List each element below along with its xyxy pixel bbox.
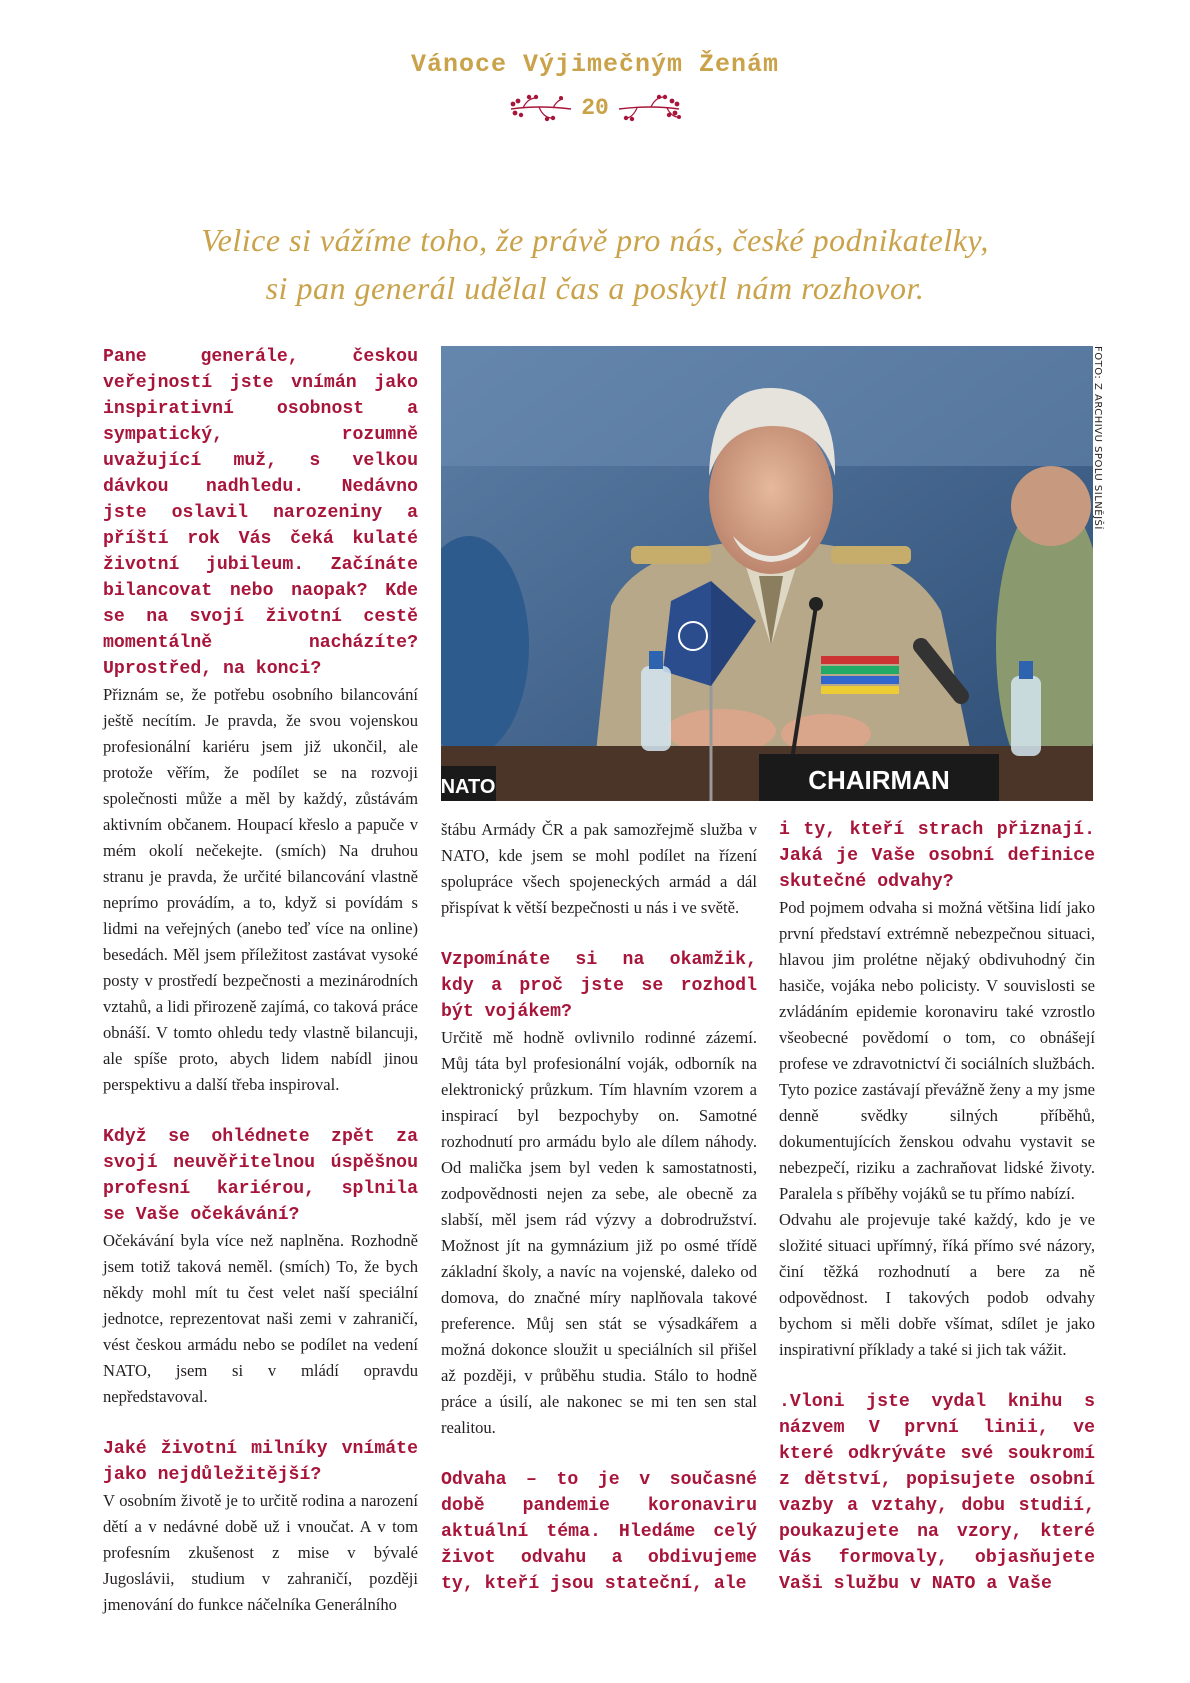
- nato-plate-text: NATO: [441, 776, 496, 798]
- answer-3: V osobním životě je to určitě rodina a narození dětí a v nedávné době už i vnoučat. A v tom profesním zkušenost z mise v bývalé Jugoslávii, studium v zahraničí, později jmenování do funkce náčelníka Generálního: [103, 1491, 418, 1614]
- answer-continued: štábu Armády ČR a pak samozřejmě služba v NATO, kde jsem se mohl podílet na řízení spolupráce všech spojeneckých armád a dál přispívat k větší bezpečnosti u nás i ve světě.: [441, 820, 757, 917]
- intro-line-1: Velice si vážíme toho, že právě pro nás, české podnikatelky,: [201, 222, 989, 258]
- column-1: [103, 344, 418, 1618]
- question-4: Vzpomínáte si na okamžik, kdy a proč jste se rozhodl být vojákem?: [441, 950, 757, 1022]
- question-2: Když se ohlédnete zpět za svojí neuvěřitelnou úspěšnou profesní kariérou, splnila se Vaše očekávání?: [103, 1127, 418, 1225]
- nameplate-text: CHAIRMAN: [808, 765, 950, 795]
- answer-5-paragraph-2: Odvahu ale projevuje také každý, kdo je ve složité situaci upřímný, říká přímo své názory, činí těžká rozhodnutí a bere za ně odpovědnost. I takových podob odvahy bychom si měli dobře všímat, sdílet je jako inspirativní příklady a také si jich tak vážit.: [779, 1210, 1095, 1359]
- answer-1: Přiznám se, že potřebu osobního bilancování ještě necítím. Je pravda, že svou vojenskou profesionální kariéru jsem již ukončil, ale protože věřím, že podílet se na rozvoji společnosti může a měl by každý, zůstávám aktivním občanem. Houpací křeslo a papuče v mém okolí nečekejte. (smích) Na druhou stranu je pravda, že určité bilancování vlastně neprímo provádím, a to, když si povídám s lidmi na veřejných (anebo teď více na online) besedách. Měl jsem příležitost zastávat vysoké posty v prostředí bezpečnosti a mezinárodních vztahů, a lidi přirozeně zajímá, co taková práce obnáší. V tomto ohledu tedy vlastně bilancuji, ale spíše proto, abych lidem nabídl jinou perspektivu a další třeba inspiroval.: [103, 685, 418, 1094]
- answer-4: Určitě mě hodně ovlivnilo rodinné zázemí. Můj táta byl profesionální voják, odborník na elektronický průzkum. Tím hlavním vzorem a inspirací byl bezpochyby on. Samotné rozhodnutí pro armádu bylo ale dílem náhody. Od malička jsem byl veden k samostatnosti, zodpovědnosti nejen za sebe, ale obecně za slabší, měl jsem rád výzvy a dobrodružství. Možnost jít na gymnázium již po osmé třídě základní školy, a navíc na vojenské, daleko od domova, do značné míry naplňovala takové preference. Můj sen stát se výsadkářem a možná dokonce sloužit u speciálních sil přišel až později, v průběhu studia. Stálo to hodně práce a úsilí, ale nakonec se mi ten sen stal realitou.: [441, 1028, 757, 1437]
- answer-5: Pod pojmem odvaha si možná většina lidí jako první představí extrémně nebezpečnou situaci, hlavou jim prolétne nějaký obdivuhodný čin hasiče, vojáka nebo policisty. V souvislosti se zvládáním epidemie koronaviru také vzrostlo všeobecné povědomí o tom, co obnášejí profese ve zdravotnictví či sociálních službách. Tyto pozice zastávají převážně ženy a my jsme denně svědky silných příběhů, dokumentujících ženskou odvahu vystavit se nebezpečí, riziku a zachraňovat lidské životy. Paralela s příběhy vojáků se tu přímo nabízí.: [779, 898, 1095, 1203]
- column-2: [441, 817, 757, 1597]
- interview-photo: [441, 346, 1093, 801]
- intro-line-2: si pan generál udělal čas a poskytl nám rozhovor.: [265, 270, 925, 306]
- question-6: .Vloni jste vydal knihu s názvem V první linii, ve které odkrýváte své soukromí z dětství, popisujete osobní vazby a vztahy, dobu studií, poukazujete na vzory, které Vás formovaly, objasňujete Vaši službu v NATO a Vaše: [779, 1392, 1095, 1594]
- question-5: Odvaha – to je v současné době pandemie koronaviru aktuální téma. Hledáme celý život odvahu a obdivujeme ty, kteří jsou stateční, ale: [441, 1470, 757, 1594]
- magazine-title: Vánoce Výjimečným Ženám: [410, 50, 780, 79]
- question-3: Jaké životní milníky vnímáte jako nejdůležitější?: [103, 1439, 418, 1485]
- berry-branch-icon: [509, 93, 573, 123]
- page-number: 20: [581, 95, 609, 121]
- photo-illustration: [441, 346, 1093, 801]
- question-5-continued: i ty, kteří strach přiznají. Jaká je Vaše osobní definice skutečné odvahy?: [779, 820, 1095, 892]
- page-number-row: [0, 90, 1190, 126]
- column-3: [779, 817, 1095, 1597]
- berry-branch-icon: [617, 93, 681, 123]
- answer-2: Očekávání byla více než naplněna. Rozhodně jsem totiž taková neměl. (smích) To, že bych někdy mohl mít tu čest velet naší speciální jednotce, reprezentovat naši zemi v zahraničí, vést českou armádu nebo se podílet na vedení NATO, jsem si v mládí opravdu nepředstavoval.: [103, 1231, 418, 1406]
- intro-heading: [60, 216, 1130, 312]
- question-1: Pane generále, českou veřejností jste vnímán jako inspirativní osobnost a sympatický, rozumně uvažující muž, s velkou dávkou nadhledu. Nedávno jste oslavil narozeniny a příští rok Vás čeká kulaté životní jubileum. Začínáte bilancovat nebo naopak? Kde se na svojí životní cestě momentálně nacházíte? Uprostřed, na konci?: [103, 347, 418, 679]
- photo-credit: FOTO: Z ARCHIVU SPOLU SILNĚJŠÍ: [1092, 346, 1103, 530]
